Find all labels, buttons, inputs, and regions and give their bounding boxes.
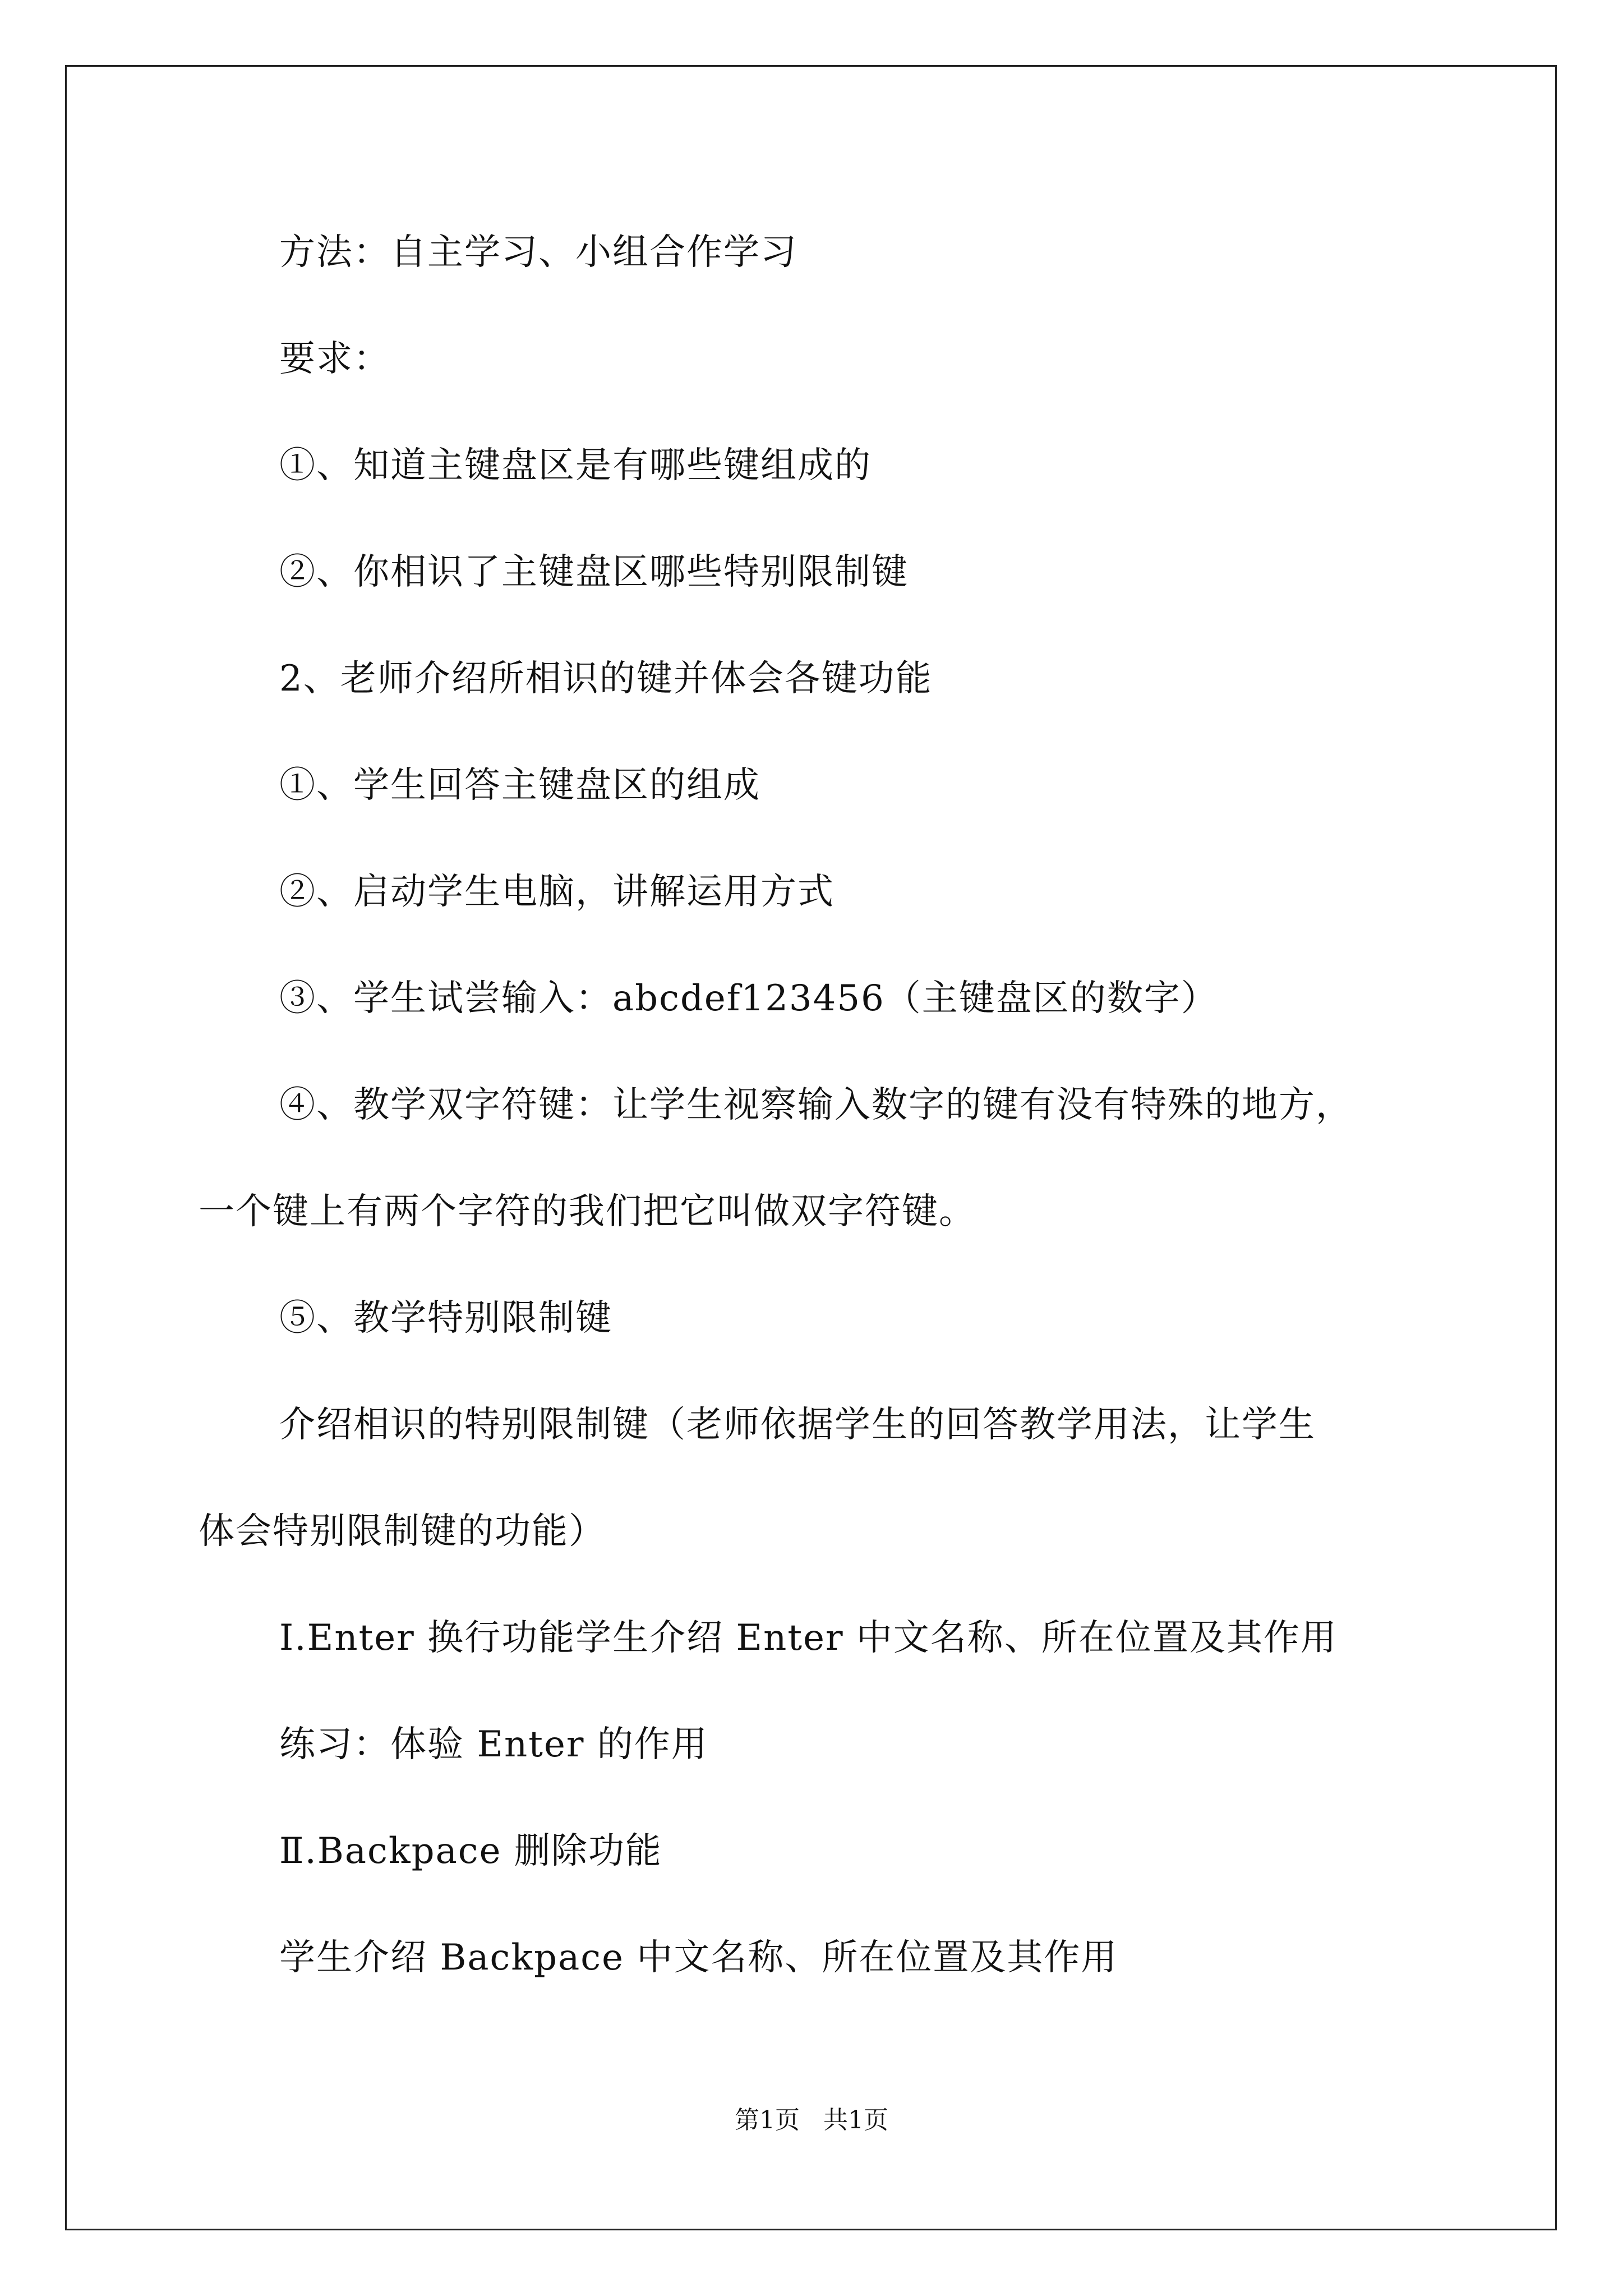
text-line-method: 方法：自主学习、小组合作学习 <box>279 232 797 273</box>
text-line-step-2-4-cont: 一个键上有两个字符的我们把它叫做双字符键。 <box>199 1191 976 1232</box>
text-line-step-2-3: ③、学生试尝输入：abcdef123456（主键盘区的数字） <box>279 978 1218 1019</box>
text-line-intro-keys-cont: 体会特别限制键的功能） <box>199 1511 606 1552</box>
text-line-backspace-intro: 学生介绍 Backpace 中文名称、所在位置及其作用 <box>279 1937 1118 1978</box>
page-border <box>65 65 1557 2230</box>
text-line-intro-keys: 介绍相识的特别限制键（老师依据学生的回答教学用法，让学生 <box>279 1404 1316 1446</box>
text-line-enter-practice: 练习：体验 Enter 的作用 <box>279 1724 708 1765</box>
text-line-enter: Ⅰ.Enter 换行功能学生介绍 Enter 中文名称、所在位置及其作用 <box>279 1617 1338 1659</box>
text-line-step-2: 2、老师介绍所相识的键并体会各键功能 <box>279 658 933 700</box>
text-line-req-1: ①、知道主键盘区是有哪些键组成的 <box>279 445 872 486</box>
text-line-step-2-1: ①、学生回答主键盘区的组成 <box>279 765 760 806</box>
text-line-req-2: ②、你相识了主键盘区哪些特别限制键 <box>279 551 909 593</box>
text-line-step-2-4: ④、教学双字符键：让学生视察输入数字的键有没有特殊的地方， <box>279 1084 1353 1126</box>
text-line-requirements: 要求： <box>279 338 390 380</box>
page-footer: 第1页 共1页 <box>735 2106 888 2134</box>
text-line-step-2-5: ⑤、教学特别限制键 <box>279 1297 612 1339</box>
text-line-backspace: Ⅱ.Backpace 删除功能 <box>279 1830 662 1872</box>
text-line-step-2-2: ②、启动学生电脑，讲解运用方式 <box>279 871 834 913</box>
